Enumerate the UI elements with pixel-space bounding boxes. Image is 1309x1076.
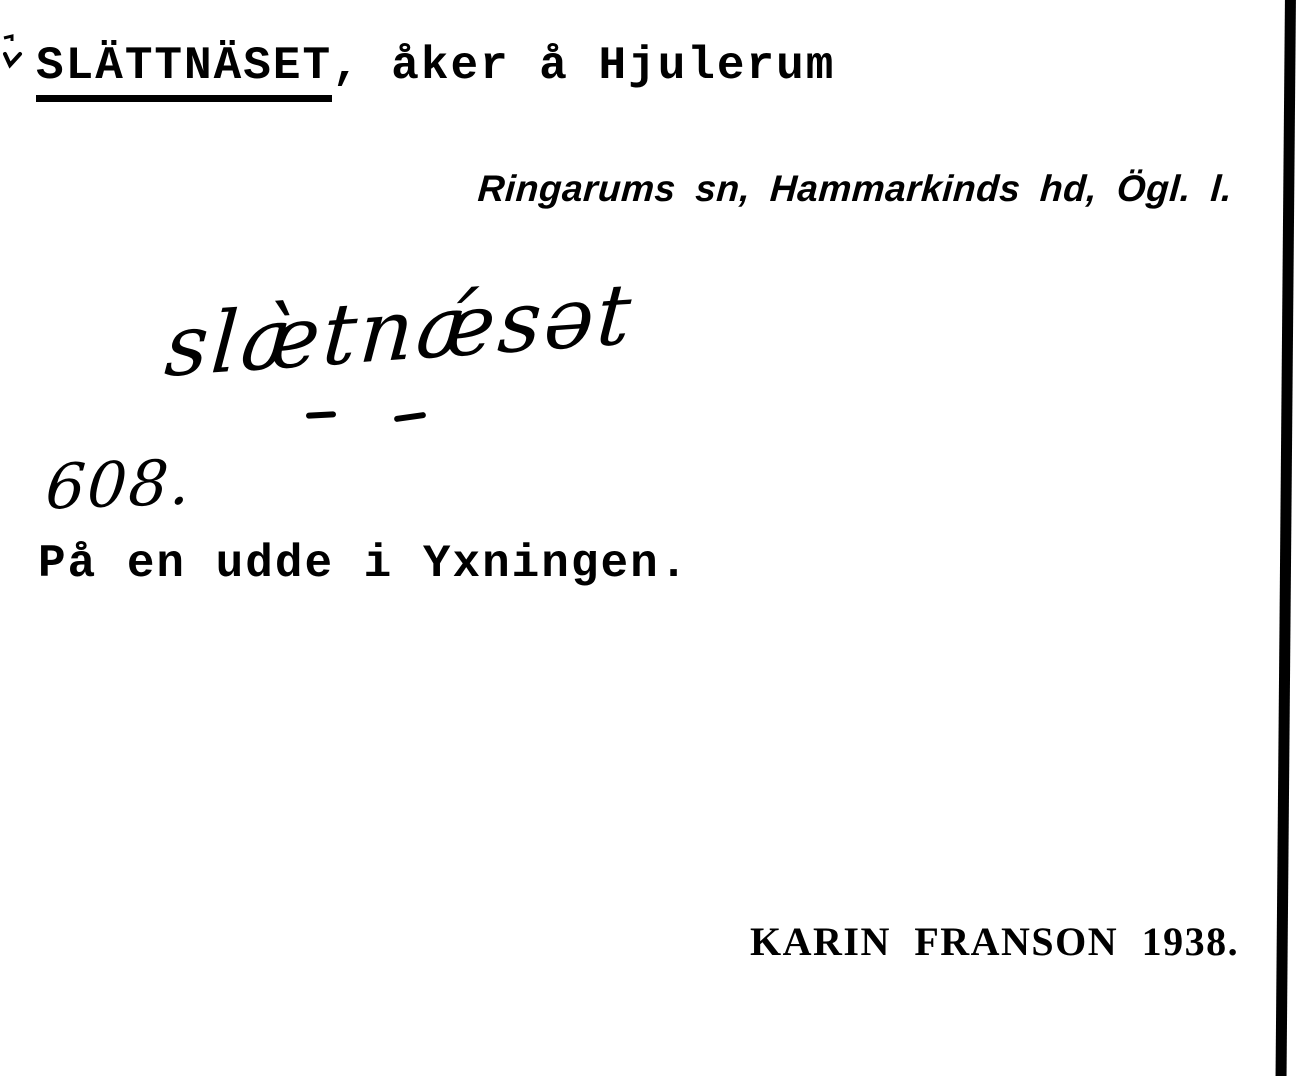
- stray-pen-mark: [4, 36, 12, 41]
- place-name: SLÄTTNÄSET: [36, 40, 332, 102]
- stray-pen-marks: [0, 30, 34, 80]
- location-note: På en udde i Yxningen.: [38, 538, 690, 590]
- place-description: , åker å Hjulerum: [332, 40, 836, 92]
- phonetic-transcription: slæ̀tnǽsət: [162, 264, 638, 396]
- record-number: 608.: [43, 445, 195, 524]
- recorder-credit: KARIN FRANSON 1938.: [750, 919, 1240, 964]
- stray-pen-mark: [5, 54, 20, 65]
- phonetic-underline-mark: [306, 411, 336, 419]
- header-line: [36, 40, 835, 102]
- district-line: Ringarums sn, Hammarkinds hd, Ögl. l.: [476, 168, 1234, 209]
- phonetic-underline-mark: [394, 412, 427, 422]
- scan-edge-line: [1275, 0, 1296, 1076]
